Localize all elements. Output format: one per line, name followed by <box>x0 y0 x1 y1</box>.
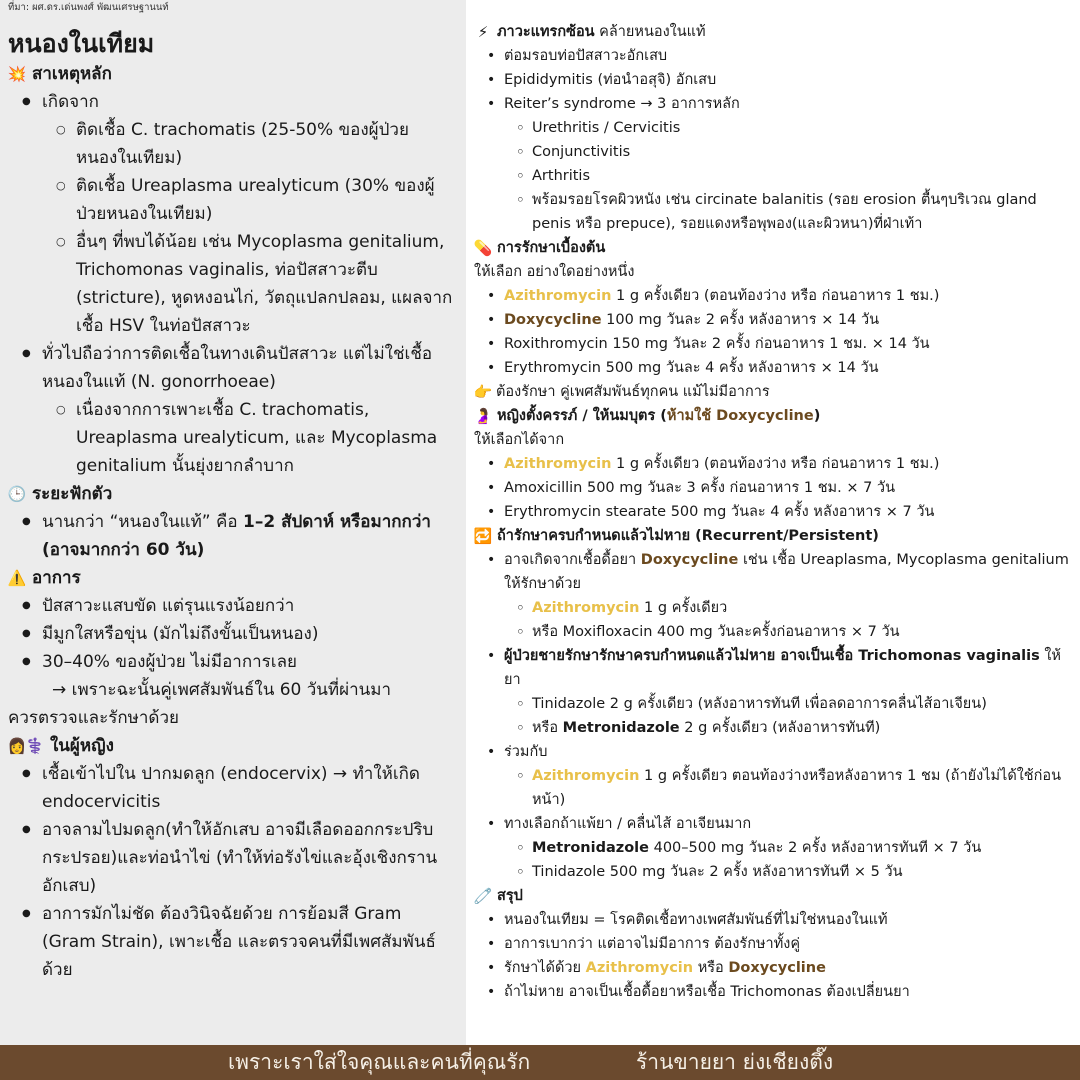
list-item: • Erythromycin stearate 500 mg วันละ 4 ครั้ง หลังอาหาร × 7 วัน <box>474 500 1072 524</box>
pregnant-woman-icon: 🤰 <box>473 407 493 425</box>
woman-icon: 👩 <box>7 737 27 755</box>
list-item: ○ เนื่องจากการเพาะเชื้อ C. trachomatis, Ureaplasma urealyticum, และ Mycoplasma genitalium นั้นยุ่งยากลำบาก <box>8 396 458 480</box>
list-item: ◦ หรือ Metronidazole 2 g ครั้งเดียว (หลังอาหารทันที) <box>474 716 1072 740</box>
list-item: ● 30–40% ของผู้ป่วย ไม่มีอาการเลย → เพราะฉะนั้นคู่เพศสัมพันธ์ใน 60 วันที่ผ่านมา <box>8 648 458 704</box>
list-item: ● ทั่วไปถือว่าการติดเชื้อในทางเดินปัสสาวะ แต่ไม่ใช่เชื้อหนองในแท้ (N. gonorrhoeae) ○ เนื่องจากการเพาะเชื้อ C. trachomatis, Ureaplasma urealyticum, และ Mycoplasma genitalium นั้นยุ่งยากลำบาก <box>8 340 458 480</box>
source-credit: ที่มา: ผศ.ดร.เด่นพงศ์ พัฒนเศรษฐานนท์ <box>8 2 169 13</box>
list-item: ● นานกว่า “หนองในแท้” คือ 1–2 สัปดาห์ หรือมากกว่า (อาจมากกว่า 60 วัน) <box>8 508 458 564</box>
incubation-list <box>8 508 458 564</box>
pregnancy-list <box>474 452 1072 524</box>
repeat-icon: 🔁 <box>473 527 493 545</box>
women-list <box>8 760 458 984</box>
pointing-hand-icon: 👉 <box>473 383 493 401</box>
list-item: ● เกิดจาก ○ ติดเชื้อ C. trachomatis (25-50% ของผู้ป่วยหนองในเทียม) ○ ติดเชื้อ Ureaplasma urealyticum (30% ของผู้ป่วยหนองในเทียม) ○ อื่นๆ ที่พบได้น้อย เช่น Mycoplasma genitalium, Trichomonas vaginalis, ท่อปัสสาวะตีบ (stricture), หูดหงอนไก่, วัตถุแปลกปลอม, แผลจากเชื้อ HSV ในท่อปัสสาวะ <box>8 88 458 340</box>
causes-heading: 💥 สาเหตุหลัก <box>7 64 112 84</box>
pregnancy-heading: 🤰 หญิงตั้งครรภ์ / ให้นมบุตร (ห้ามใช้ Doxycycline) <box>473 407 821 425</box>
footer-slogan: เพราะเราใส่ใจคุณและคนที่คุณรัก <box>228 1050 531 1074</box>
list-item: ◦ หรือ Moxifloxacin 400 mg วันละครั้งก่อนอาหาร × 7 วัน <box>474 620 1072 644</box>
list-item: ● อาจลามไปมดลูก(ทำให้อักเสบ อาจมีเลือดออกกระปริบกระปรอย)และท่อนำไข่ (ทำให้ท่อรังไข่และอุ้งเชิงกรานอักเสบ) <box>8 816 458 900</box>
list-item: • ต่อมรอบท่อปัสสาวะอักเสบ <box>474 44 1072 68</box>
list-item: ○ อื่นๆ ที่พบได้น้อย เช่น Mycoplasma genitalium, Trichomonas vaginalis, ท่อปัสสาวะตีบ (stricture), หูดหงอนไก่, วัตถุแปลกปลอม, แผลจากเชื้อ HSV ในท่อปัสสาวะ <box>8 228 458 340</box>
symptoms-list <box>8 592 458 704</box>
list-item: ◦ Arthritis <box>474 164 1072 188</box>
recurrent-list <box>474 548 1072 884</box>
list-item: • ร่วมกับ ◦ Azithromycin 1 g ครั้งเดียว ตอนท้องว่างหรือหลังอาหาร 1 ชม (ถ้ายังไม่ได้ใช้ก่อนหน้า) <box>474 740 1072 812</box>
recurrent-heading: 🔁 ถ้ารักษาครบกำหนดแล้วไม่หาย (Recurrent/Persistent) <box>473 527 879 545</box>
initial-treatment-intro: ให้เลือก อย่างใดอย่างหนึ่ง <box>474 264 635 280</box>
women-heading: 👩 ⚕️ ในผู้หญิง <box>7 736 114 756</box>
list-item: • ถ้าไม่หาย อาจเป็นเชื้อดื้อยาหรือเชื้อ Trichomonas ต้องเปลี่ยนยา <box>474 980 1072 1004</box>
collision-icon: 💥 <box>7 65 27 83</box>
list-item: ◦ Conjunctivitis <box>474 140 1072 164</box>
list-item: • หนองในเทียม = โรคติดเชื้อทางเพศสัมพันธ์ที่ไม่ใช่หนองในแท้ <box>474 908 1072 932</box>
summary-heading: 🧷 สรุป <box>473 887 523 905</box>
list-item: ◦ Urethritis / Cervicitis <box>474 116 1072 140</box>
footer-shop-name: ร้านขายยา ย่งเชียงตึ๊ง <box>636 1050 834 1074</box>
warning-icon: ⚠️ <box>7 569 27 587</box>
symptoms-continuation: ควรตรวจและรักษาด้วย <box>8 708 179 728</box>
page-title: หนองในเทียม <box>8 29 155 58</box>
list-item: • อาการเบากว่า แต่อาจไม่มีอาการ ต้องรักษาทั้งคู่ <box>474 932 1072 956</box>
summary-list <box>474 908 1072 1004</box>
safety-pin-icon: 🧷 <box>473 887 493 905</box>
list-item: • Amoxicillin 500 mg วันละ 3 ครั้ง ก่อนอาหาร 1 ชม. × 7 วัน <box>474 476 1072 500</box>
list-item: • Roxithromycin 150 mg วันละ 2 ครั้ง ก่อนอาหาร 1 ชม. × 14 วัน <box>474 332 1072 356</box>
list-item: ◦ Azithromycin 1 g ครั้งเดียว ตอนท้องว่างหรือหลังอาหาร 1 ชม (ถ้ายังไม่ได้ใช้ก่อนหน้า) <box>474 764 1072 812</box>
list-item: ◦ พร้อมรอยโรคผิวหนัง เช่น circinate balanitis (รอย erosion ตื้นๆบริเวณ gland penis หรือ prepuce), รอยแดงหรือพุพอง(และผิวหนา)ที่ฝ่าเท้า <box>474 188 1072 236</box>
list-item: ◦ Azithromycin 1 g ครั้งเดียว <box>474 596 1072 620</box>
list-item: ● เชื้อเข้าไปใน ปากมดลูก (endocervix) → ทำให้เกิด endocervicitis <box>8 760 458 816</box>
list-item: • Azithromycin 1 g ครั้งเดียว (ตอนท้องว่าง หรือ ก่อนอาหาร 1 ชม.) <box>474 284 1072 308</box>
complications-heading: ⚡ ภาวะแทรกซ้อน คล้ายหนองในแท้ <box>474 20 1072 44</box>
list-item: • รักษาได้ด้วย Azithromycin หรือ Doxycycline <box>474 956 1072 980</box>
list-item: ● มีมูกใสหรือขุ่น (มักไม่ถึงขั้นเป็นหนอง) <box>8 620 458 648</box>
list-item: ◦ Metronidazole 400–500 mg วันละ 2 ครั้ง หลังอาหารทันที × 7 วัน <box>474 836 1072 860</box>
clock-icon: 🕒 <box>7 485 27 503</box>
list-item: ○ ติดเชื้อ C. trachomatis (25-50% ของผู้ป่วยหนองในเทียม) <box>8 116 458 172</box>
list-item: • ทางเลือกถ้าแพ้ยา / คลื่นไส้ อาเจียนมาก ◦ Metronidazole 400–500 mg วันละ 2 ครั้ง หลังอาหารทันที × 7 วัน ◦ Tinidazole 500 mg วันละ 2 ครั้ง หลังอาหารทันที × 5 วัน <box>474 812 1072 884</box>
pregnancy-intro: ให้เลือกได้จาก <box>474 432 565 448</box>
list-item: • Doxycycline 100 mg วันละ 2 ครั้ง หลังอาหาร × 14 วัน <box>474 308 1072 332</box>
footer-banner <box>0 1045 1080 1080</box>
symptoms-heading: ⚠️ อาการ <box>7 568 81 588</box>
list-item: • ผู้ป่วยชายรักษารักษาครบกำหนดแล้วไม่หาย อาจเป็นเชื้อ Trichomonas vaginalis ให้ยา ◦ Tinidazole 2 g ครั้งเดียว (หลังอาหารทันที เพื่อลดอาการคลื่นไส้อาเจียน) ◦ หรือ Metronidazole 2 g ครั้งเดียว (หลังอาหารทันที) <box>474 644 1072 740</box>
complications-list <box>474 44 1072 236</box>
list-item: ◦ Tinidazole 2 g ครั้งเดียว (หลังอาหารทันที เพื่อลดอาการคลื่นไส้อาเจียน) <box>474 692 1072 716</box>
list-item: ○ ติดเชื้อ Ureaplasma urealyticum (30% ของผู้ป่วยหนองในเทียม) <box>8 172 458 228</box>
list-item: • Azithromycin 1 g ครั้งเดียว (ตอนท้องว่าง หรือ ก่อนอาหาร 1 ชม.) <box>474 452 1072 476</box>
list-item: ● อาการมักไม่ชัด ต้องวินิจฉัยด้วย การย้อมสี Gram (Gram Strain), เพาะเชื้อ และตรวจคนที่มีเพศสัมพันธ์ด้วย <box>8 900 458 984</box>
incubation-heading: 🕒 ระยะฟักตัว <box>7 484 113 504</box>
doxycycline-label: Doxycycline <box>504 312 602 328</box>
list-item: • Epididymitis (ท่อนำอสุจิ) อักเสบ <box>474 68 1072 92</box>
lightning-icon: ⚡ <box>477 23 489 41</box>
azithromycin-label: Azithromycin <box>504 288 612 304</box>
initial-treatment-heading: 💊 การรักษาเบื้องต้น <box>473 239 606 257</box>
partner-note: 👉 ต้องรักษา คู่เพศสัมพันธ์ทุกคน แม้ไม่มีอาการ <box>473 383 770 401</box>
list-item: • อาจเกิดจากเชื้อดื้อยา Doxycycline เช่น เชื้อ Ureaplasma, Mycoplasma genitalium ให้รักษาด้วย ◦ Azithromycin 1 g ครั้งเดียว ◦ หรือ Moxifloxacin 400 mg วันละครั้งก่อนอาหาร × 7 วัน <box>474 548 1072 644</box>
list-item: • Erythromycin 500 mg วันละ 4 ครั้ง หลังอาหาร × 14 วัน <box>474 356 1072 380</box>
left-panel <box>0 0 466 1045</box>
right-panel <box>466 0 1080 1045</box>
list-item: • Reiter’s syndrome → 3 อาการหลัก ◦ Urethritis / Cervicitis ◦ Conjunctivitis ◦ Arthritis ◦ พร้อมรอยโรคผิวหนัง เช่น circinate balanitis (รอย erosion ตื้นๆบริเวณ gland penis หรือ prepuce), รอยแดงหรือพุพอง(และผิวหนา)ที่ฝ่าเท้า <box>474 92 1072 236</box>
causes-list <box>8 88 458 480</box>
pill-icon: 💊 <box>473 239 493 257</box>
list-item: ◦ Tinidazole 500 mg วันละ 2 ครั้ง หลังอาหารทันที × 5 วัน <box>474 860 1072 884</box>
list-item: ● ปัสสาวะแสบขัด แต่รุนแรงน้อยกว่า <box>8 592 458 620</box>
medical-icon: ⚕️ <box>25 737 45 755</box>
initial-treatment-list <box>474 284 1072 380</box>
